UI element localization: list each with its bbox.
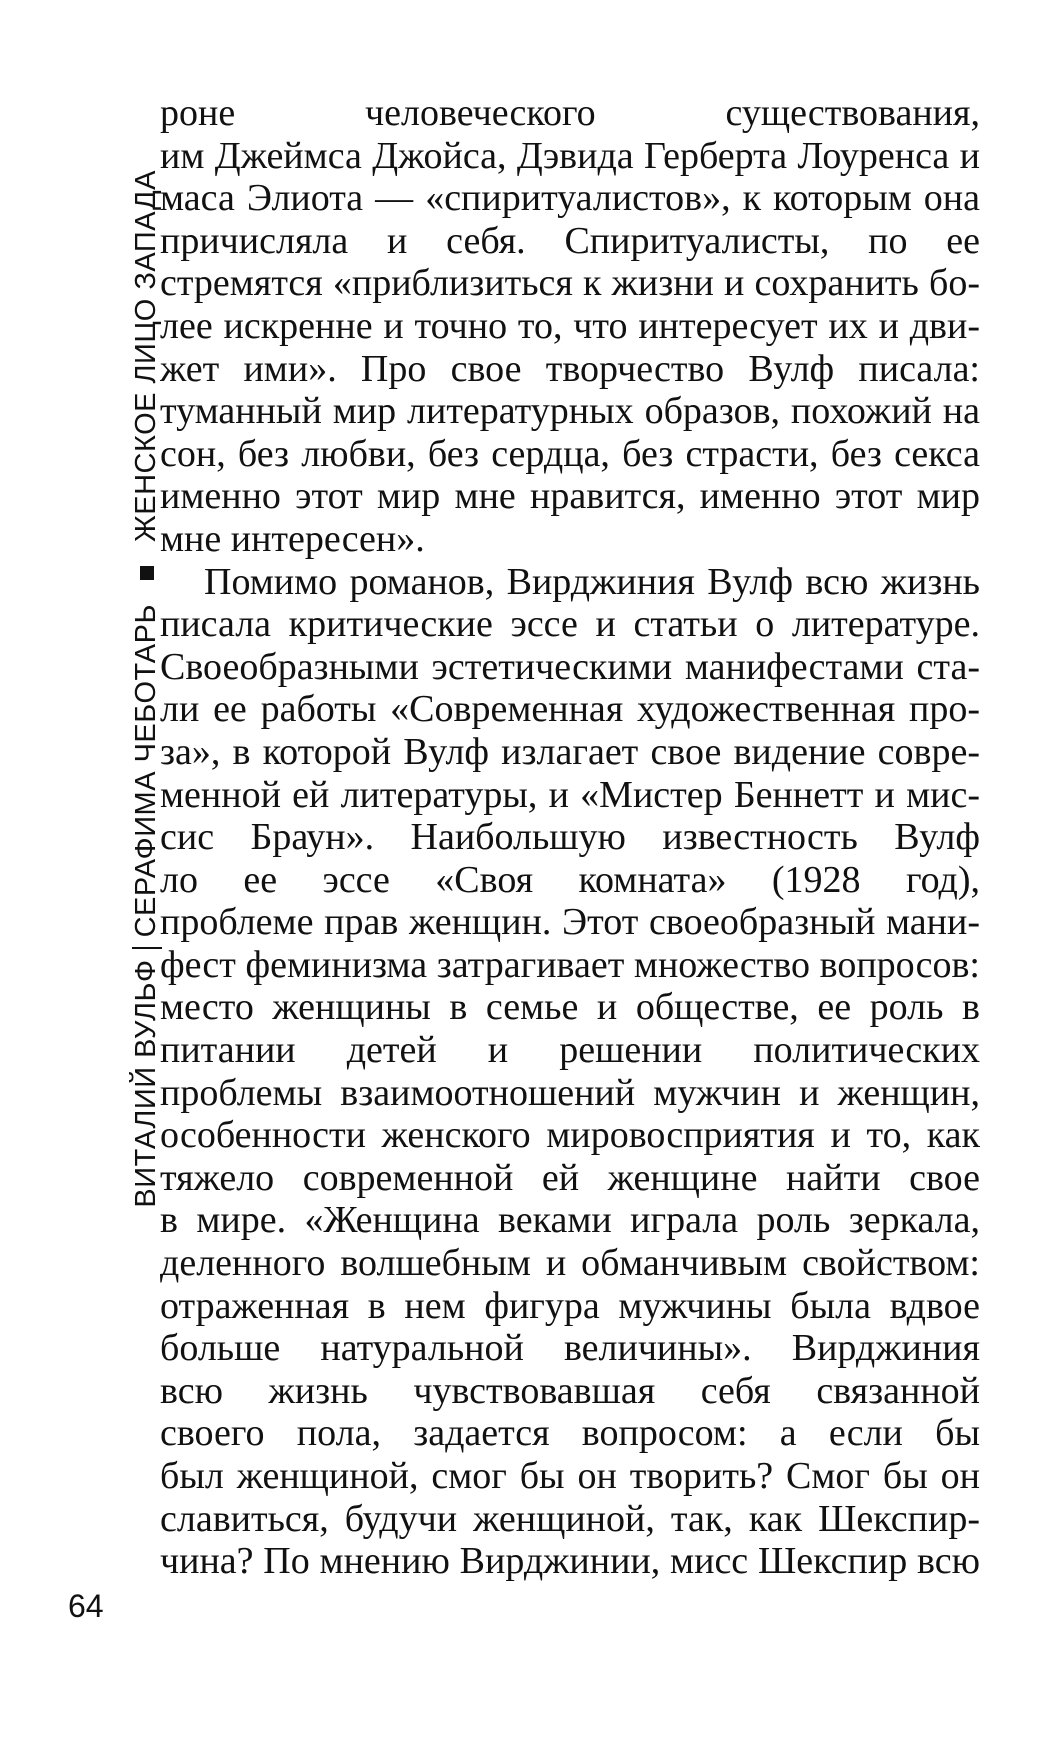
text-line: славиться, будучи женщиной, так, как Шекспир- — [160, 1497, 980, 1540]
text-line: туманный мир литературных образов, похожий на — [160, 390, 980, 433]
running-head-separator — [132, 947, 162, 949]
page-number: 64 — [68, 1588, 104, 1624]
text-line: тяжело современной ей женщине найти свое — [160, 1156, 980, 1199]
text-line: своего пола, задается вопросом: а если бы — [160, 1412, 980, 1455]
text-line: ло ее эссе «Своя комната» (1928 год), — [160, 858, 980, 901]
text-line: питании детей и решении политических — [160, 1029, 980, 1072]
text-line: писала критические эссе и статьи о литературе. — [160, 603, 980, 646]
text-line: сис Браун». Наибольшую известность Вулф — [160, 816, 980, 859]
text-line: проблеме прав женщин. Этот своеобразный мани- — [160, 901, 980, 944]
text-line: стремятся «приблизиться к жизни и сохранить бо- — [160, 262, 980, 305]
text-line: всю жизнь чувствовавшая себя связанной — [160, 1369, 980, 1412]
text-line: лее искренне и точно то, что интересует их и дви- — [160, 304, 980, 347]
text-line: причисляла и себя. Спиритуалисты, по ее — [160, 219, 980, 262]
text-line: им Джеймса Джойса, Дэвида Герберта Лоуренса и — [160, 134, 980, 177]
text-line: Своеобразными эстетическими манифестами ста- — [160, 645, 980, 688]
text-line: отраженная в нем фигура мужчины была вдвое — [160, 1284, 980, 1327]
text-line: маса Элиота — «спиритуалистов», к которым она — [160, 177, 980, 220]
body-text — [160, 92, 980, 1583]
text-line: роне человеческого существования, — [160, 92, 980, 134]
running-head-author: ВИТАЛИЙ ВУЛЬФ — [130, 959, 162, 1208]
running-head — [130, 170, 163, 1238]
text-line: в мире. «Женщина веками играла роль зеркала, — [160, 1199, 980, 1242]
text-line: менной ей литературы, и «Мистер Беннетт и мис- — [160, 773, 980, 816]
text-line: больше натуральной величины». Вирджиния — [160, 1327, 980, 1370]
text-line: именно этот мир мне нравится, именно этот мир — [160, 475, 980, 518]
text-line: мне интересен». — [160, 517, 425, 560]
text-line: фест феминизма затрагивает множество вопросов: — [160, 943, 980, 986]
text-line: был женщиной, смог бы он творить? Смог бы он — [160, 1455, 980, 1497]
text-line: сон, без любви, без сердца, без страсти, без секса — [160, 432, 980, 475]
running-head-coauthor: СЕРАФИМА ЧЕБОТАРЬ — [130, 604, 162, 938]
text-line: жет ими». Про свое творчество Вулф писала: — [160, 347, 980, 390]
text-line: за», в которой Вулф излагает свое видение совре- — [160, 730, 980, 773]
text-line: место женщины в семье и обществе, ее роль в — [160, 986, 980, 1029]
text-line: особенности женского мировосприятия и то, как — [160, 1114, 980, 1157]
text-line: Помимо романов, Вирджиния Вулф всю жизнь — [204, 560, 980, 603]
running-head-square-icon — [140, 566, 154, 580]
text-line: деленного волшебным и обманчивым свойством: — [160, 1242, 980, 1285]
text-line: ли ее работы «Современная художественная про- — [160, 688, 980, 731]
text-line: чина? По мнению Вирджинии, мисс Шекспир всю — [160, 1540, 980, 1583]
running-head-title: ЖЕНСКОЕ ЛИЦО ЗАПАДА — [130, 170, 162, 542]
text-line: проблемы взаимоотношений мужчин и женщин, — [160, 1071, 980, 1114]
